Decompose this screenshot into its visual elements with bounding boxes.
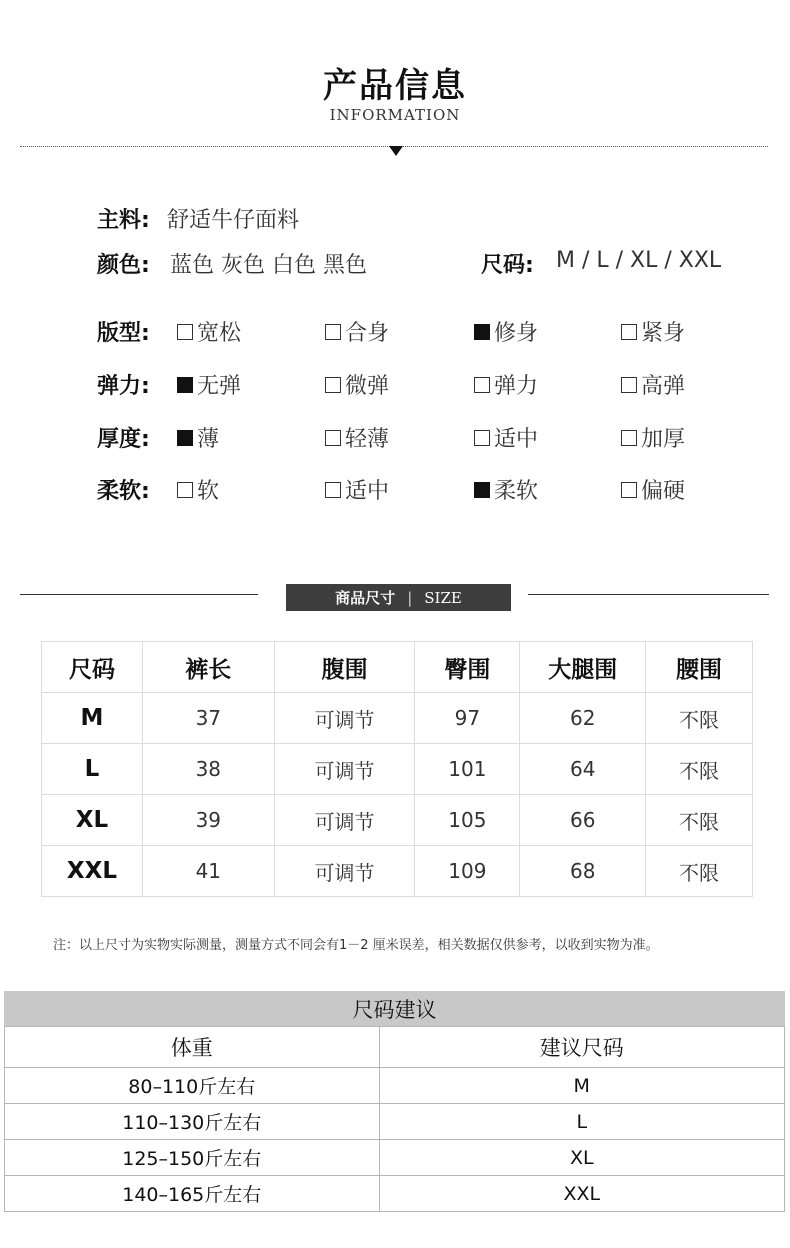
table-cell: 可调节 <box>274 693 415 744</box>
column-header: 建议尺码 <box>379 1027 784 1068</box>
size-recommendation-table <box>4 1026 785 1212</box>
page-subtitle: INFORMATION <box>329 106 461 124</box>
table-cell: 不限 <box>646 846 753 897</box>
banner-separator: | <box>407 588 413 607</box>
attribute-label: 版型: <box>97 321 150 346</box>
table-cell: 不限 <box>646 693 753 744</box>
section-divider-right <box>528 594 769 595</box>
checkbox-icon <box>325 430 341 446</box>
table-cell: 110–130斤左右 <box>5 1104 380 1140</box>
checkbox-icon <box>621 377 637 393</box>
color-label: 颜色: <box>97 253 150 278</box>
size-range-value: M / L / XL / XXL <box>556 248 722 273</box>
measurement-note: 注：以上尺寸为实物实际测量，测量方式不同会有1－2 厘米误差，相关数据仅供参考，以收到实物为准。 <box>53 938 659 953</box>
checkbox-icon <box>621 430 637 446</box>
table-row <box>5 1176 785 1212</box>
column-header: 腰围 <box>646 642 753 693</box>
table-row <box>42 795 753 846</box>
table-cell: 101 <box>415 744 520 795</box>
material-value: 舒适牛仔面料 <box>167 208 300 233</box>
column-header: 腹围 <box>274 642 415 693</box>
checkbox-icon <box>621 482 637 498</box>
table-cell: 97 <box>415 693 520 744</box>
attribute-option: 合身 <box>325 316 389 347</box>
table-cell: L <box>379 1104 784 1140</box>
table-cell: 可调节 <box>274 795 415 846</box>
material-label: 主料: <box>97 208 150 233</box>
table-cell: M <box>42 693 143 744</box>
attribute-label: 厚度: <box>97 427 150 452</box>
attribute-option: 微弹 <box>325 369 389 400</box>
color-value: 蓝色 灰色 白色 黑色 <box>170 253 367 278</box>
checkbox-icon <box>177 377 193 393</box>
checkbox-icon <box>177 324 193 340</box>
size-section-banner <box>286 584 511 611</box>
table-cell: 125–150斤左右 <box>5 1140 380 1176</box>
checkbox-icon <box>325 377 341 393</box>
table-cell: 64 <box>520 744 646 795</box>
table-cell: 62 <box>520 693 646 744</box>
table-cell: M <box>379 1068 784 1104</box>
attribute-label: 柔软: <box>97 479 150 504</box>
page-title: 产品信息 <box>323 66 467 106</box>
table-cell: L <box>42 744 143 795</box>
attribute-option: 轻薄 <box>325 422 389 453</box>
table-cell: 80–110斤左右 <box>5 1068 380 1104</box>
column-header: 臀围 <box>415 642 520 693</box>
table-cell: 不限 <box>646 795 753 846</box>
table-cell: 37 <box>142 693 274 744</box>
table-row <box>5 1104 785 1140</box>
table-cell: XL <box>379 1140 784 1176</box>
checkbox-icon <box>474 430 490 446</box>
checkbox-icon <box>474 324 490 340</box>
attribute-option: 适中 <box>474 422 538 453</box>
checkbox-icon <box>325 482 341 498</box>
table-cell: 66 <box>520 795 646 846</box>
size-section-title: 商品尺寸 <box>335 589 396 607</box>
table-row <box>5 1068 785 1104</box>
attribute-option: 修身 <box>474 316 538 347</box>
checkbox-icon <box>474 482 490 498</box>
table-cell: 41 <box>142 846 274 897</box>
attribute-option: 适中 <box>325 474 389 505</box>
attribute-option: 无弹 <box>177 369 241 400</box>
checkbox-icon <box>474 377 490 393</box>
column-header: 体重 <box>5 1027 380 1068</box>
size-section-title-en: SIZE <box>424 588 462 607</box>
table-cell: 140–165斤左右 <box>5 1176 380 1212</box>
table-cell: XXL <box>379 1176 784 1212</box>
table-cell: 不限 <box>646 744 753 795</box>
table-cell: XXL <box>42 846 143 897</box>
table-row <box>5 1140 785 1176</box>
table-cell: 68 <box>520 846 646 897</box>
column-header: 大腿围 <box>520 642 646 693</box>
table-header-row <box>5 1027 785 1068</box>
table-row <box>42 693 753 744</box>
checkbox-icon <box>621 324 637 340</box>
attribute-option: 偏硬 <box>621 474 685 505</box>
table-cell: 38 <box>142 744 274 795</box>
attribute-option: 薄 <box>177 422 219 453</box>
table-cell: 109 <box>415 846 520 897</box>
column-header: 裤长 <box>142 642 274 693</box>
triangle-down-icon <box>389 146 403 156</box>
table-row <box>42 744 753 795</box>
table-cell: XL <box>42 795 143 846</box>
size-recommendation-title: 尺码建议 <box>4 991 785 1026</box>
attribute-option: 高弹 <box>621 369 685 400</box>
size-range-label: 尺码: <box>481 253 534 278</box>
table-header-row <box>42 642 753 693</box>
attribute-option: 弹力 <box>474 369 538 400</box>
size-table <box>41 641 753 897</box>
attribute-option: 宽松 <box>177 316 241 347</box>
table-cell: 105 <box>415 795 520 846</box>
attribute-option: 柔软 <box>474 474 538 505</box>
attribute-option: 软 <box>177 474 219 505</box>
checkbox-icon <box>177 430 193 446</box>
table-cell: 39 <box>142 795 274 846</box>
attribute-option: 紧身 <box>621 316 685 347</box>
attribute-label: 弹力: <box>97 374 150 399</box>
checkbox-icon <box>325 324 341 340</box>
checkbox-icon <box>177 482 193 498</box>
attribute-option: 加厚 <box>621 422 685 453</box>
table-cell: 可调节 <box>274 846 415 897</box>
column-header: 尺码 <box>42 642 143 693</box>
table-row <box>42 846 753 897</box>
section-divider-left <box>20 594 258 595</box>
table-cell: 可调节 <box>274 744 415 795</box>
